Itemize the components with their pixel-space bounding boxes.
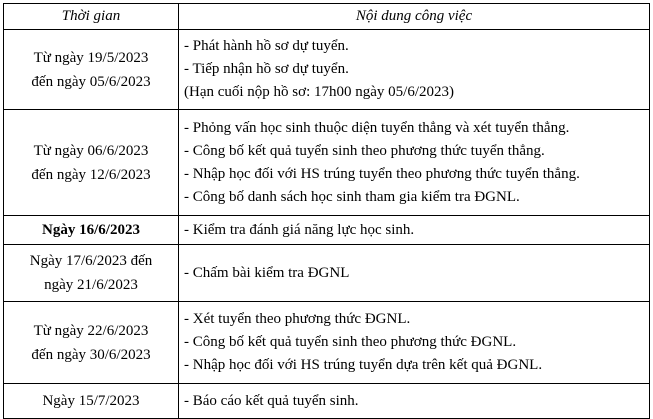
date-line: đến ngày 05/6/2023	[31, 73, 151, 90]
table-header-row	[4, 4, 650, 30]
date-line: Từ ngày 19/5/2023	[33, 49, 149, 66]
header-content: Nội dung công việc	[179, 4, 650, 30]
date-line: Từ ngày 06/6/2023	[33, 142, 149, 159]
table-row	[4, 30, 650, 110]
row-date	[4, 302, 179, 384]
table-row	[4, 245, 650, 302]
row-tasks	[179, 216, 650, 245]
row-date	[4, 216, 179, 245]
row-tasks	[179, 384, 650, 419]
table-row	[4, 384, 650, 419]
task-item: - Chấm bài kiểm tra ĐGNL	[184, 264, 350, 281]
date-line: Ngày 16/6/2023	[42, 222, 140, 238]
row-tasks	[179, 245, 650, 302]
table-row	[4, 110, 650, 216]
task-item: - Xét tuyển theo phương thức ĐGNL.	[184, 311, 411, 327]
date-line: đến ngày 30/6/2023	[31, 346, 151, 363]
task-item: - Tiếp nhận hồ sơ dự tuyển.	[184, 61, 349, 77]
task-item: - Công bố kết quả tuyển sinh theo phương thức tuyển thẳng.	[184, 142, 545, 159]
row-date	[4, 110, 179, 216]
header-time: Thời gian	[4, 4, 179, 30]
admission-schedule-table	[3, 3, 650, 419]
table-row	[4, 216, 650, 245]
date-line: Từ ngày 22/6/2023	[33, 322, 149, 339]
task-item: - Công bố kết quả tuyển sinh theo phương thức ĐGNL.	[184, 334, 517, 350]
row-date	[4, 30, 179, 110]
date-line: ngày 21/6/2023	[44, 277, 138, 293]
task-item: - Phỏng vấn học sinh thuộc diện tuyển thẳng và xét tuyển thẳng.	[184, 119, 570, 136]
task-item: - Kiểm tra đánh giá năng lực học sinh.	[184, 221, 415, 238]
task-item: - Phát hành hồ sơ dự tuyển.	[184, 38, 349, 54]
date-line: đến ngày 12/6/2023	[31, 166, 151, 183]
date-line: Ngày 17/6/2023 đến	[29, 253, 153, 269]
table-row	[4, 302, 650, 384]
date-line: Ngày 15/7/2023	[42, 393, 140, 409]
row-date	[4, 245, 179, 302]
row-tasks	[179, 110, 650, 216]
task-item: - Công bố danh sách học sinh tham gia kiểm tra ĐGNL.	[184, 188, 520, 205]
schedule-table-wrapper	[3, 3, 649, 419]
task-item: - Nhập học đối với HS trúng tuyển dựa trên kết quả ĐGNL.	[184, 357, 543, 373]
row-tasks	[179, 302, 650, 384]
row-date	[4, 384, 179, 419]
row-tasks	[179, 30, 650, 110]
task-note: (Hạn cuối nộp hồ sơ: 17h00 ngày 05/6/2023)	[184, 84, 454, 100]
task-item: - Báo cáo kết quả tuyển sinh.	[184, 392, 359, 409]
task-item: - Nhập học đối với HS trúng tuyển theo phương thức tuyển thẳng.	[184, 165, 580, 182]
